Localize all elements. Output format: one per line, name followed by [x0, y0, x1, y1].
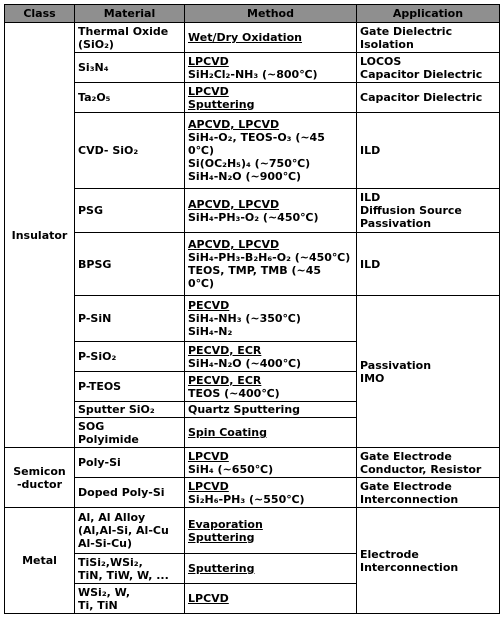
table-sheet: [4, 4, 500, 614]
application-cell: [357, 23, 500, 53]
method-detail: TEOS, TMP, TMB (~45: [188, 264, 322, 277]
class-cell-insulator: [5, 23, 75, 448]
header-method: Method: [185, 5, 357, 23]
cell-text-line: Ta₂O₅: [78, 91, 111, 104]
method-name: Sputtering: [188, 530, 255, 544]
method-cell: [185, 554, 357, 584]
cell-text-line: BPSG: [78, 257, 112, 271]
header-row: [5, 5, 500, 23]
class-label-insulator: Insulator: [11, 228, 68, 242]
method-cell: [185, 448, 357, 478]
method-detail: SiH₄-NH₃ (~350℃): [188, 312, 301, 325]
cell-text-line: Thermal Oxide: [78, 24, 169, 38]
cell-text-line: Passivation: [360, 217, 432, 230]
table-row: [5, 83, 500, 113]
application-cell: [357, 189, 500, 233]
application-cell: [357, 448, 500, 478]
cell-text-line: Electrode: [360, 547, 419, 561]
deposition-table: [4, 4, 500, 614]
table-row: [5, 478, 500, 508]
application-cell: [357, 478, 500, 508]
material-cell: [75, 478, 185, 508]
method-detail: SiH₂Cl₂-NH₃ (~800℃): [188, 67, 318, 81]
cell-text-line: CVD- SiO₂: [78, 144, 139, 157]
method-name: Wet/Dry Oxidation: [188, 31, 302, 44]
method-cell: [185, 233, 357, 296]
method-cell: [185, 83, 357, 113]
application-cell: [357, 113, 500, 189]
cell-text-line: Polyimide: [78, 432, 139, 446]
cell-text-line: TiSi₂,WSi₂,: [78, 555, 143, 569]
method-cell: [185, 478, 357, 508]
method-cell: [185, 23, 357, 53]
table-row: [5, 233, 500, 296]
cell-text-line: Gate Electrode: [360, 479, 452, 493]
header-class: Class: [5, 5, 75, 23]
header-material: Material: [75, 5, 185, 23]
method-name: LPCVD: [188, 54, 229, 68]
material-cell: [75, 508, 185, 554]
cell-text-line: Al, Al Alloy: [78, 511, 146, 524]
method-detail: SiH₄-PH₃-B₂H₆-O₂ (~450℃): [188, 251, 351, 264]
material-cell: [75, 402, 185, 418]
method-name: PECVD: [188, 299, 230, 312]
header-application: Application: [357, 5, 500, 23]
cell-text-line: Semicon: [13, 464, 66, 478]
method-cell: [185, 189, 357, 233]
method-detail: 0℃): [188, 277, 215, 290]
material-cell: [75, 584, 185, 614]
cell-text-line: Gate Electrode: [360, 449, 452, 463]
cell-text-line: IMO: [360, 371, 385, 385]
cell-text-line: ILD: [360, 257, 381, 271]
method-name: Sputtering: [188, 97, 255, 111]
method-cell: [185, 584, 357, 614]
material-cell: [75, 233, 185, 296]
cell-text-line: Ti, TiN: [78, 598, 118, 612]
method-cell: [185, 372, 357, 402]
material-cell: [75, 448, 185, 478]
method-cell: [185, 508, 357, 554]
cell-text-line: Interconnection: [360, 560, 459, 574]
material-cell: [75, 83, 185, 113]
class-cell-metal: [5, 508, 75, 614]
cell-text-line: P-SiN: [78, 312, 112, 325]
method-name: APCVD, LPCVD: [188, 197, 280, 211]
cell-text-line: (SiO₂): [78, 37, 114, 51]
cell-text-line: WSi₂, W,: [78, 585, 131, 599]
method-cell: [185, 418, 357, 448]
cell-text-line: Conductor, Resistor: [360, 462, 482, 476]
cell-text-line: Si₃N₄: [78, 61, 109, 74]
method-name: PECVD, ECR: [188, 373, 262, 387]
cell-text-line: Passivation: [360, 358, 432, 372]
method-name: LPCVD: [188, 592, 229, 605]
method-cell: [185, 113, 357, 189]
material-cell: [75, 296, 185, 342]
cell-text-line: Capacitor Dielectric: [360, 67, 483, 81]
method-detail: SiH₄-N₂O (~900℃): [188, 170, 302, 183]
method-cell: [185, 296, 357, 342]
class-cell-semiconductor: [5, 448, 75, 508]
cell-text-line: -ductor: [16, 477, 63, 491]
method-name: LPCVD: [188, 449, 229, 463]
material-cell: [75, 189, 185, 233]
method-detail: Si(OC₂H₅)₄ (~750℃): [188, 157, 311, 170]
method-cell: [185, 402, 357, 418]
material-cell: [75, 113, 185, 189]
application-cell: [357, 233, 500, 296]
application-cell: [357, 296, 500, 448]
cell-text-line: ILD: [360, 191, 381, 204]
method-detail: Quartz Sputtering: [188, 403, 301, 416]
method-detail: SiH₄-N₂O (~400℃): [188, 356, 302, 370]
cell-text-line: Diffusion Source: [360, 204, 462, 217]
cell-text-line: Interconnection: [360, 492, 459, 506]
table-row: [5, 113, 500, 189]
material-cell: [75, 418, 185, 448]
material-cell: [75, 342, 185, 372]
cell-text-line: Doped Poly-Si: [78, 486, 165, 499]
table-row: [5, 23, 500, 53]
method-detail: SiH₄ (~650℃): [188, 462, 274, 476]
method-name: Spin Coating: [188, 426, 268, 439]
cell-text-line: ILD: [360, 144, 381, 157]
table-row: [5, 448, 500, 478]
method-detail: SiH₄-O₂, TEOS-O₃ (~45: [188, 131, 325, 144]
method-name: Evaporation: [188, 517, 263, 531]
method-name: LPCVD: [188, 479, 229, 493]
application-cell: [357, 508, 500, 614]
method-detail: SiH₄-N₂: [188, 325, 233, 338]
method-detail: SiH₄-PH₃-O₂ (~450℃): [188, 210, 319, 224]
class-label-metal: Metal: [22, 554, 57, 567]
table-row: [5, 508, 500, 554]
cell-text-line: (Al,Al-Si, Al-Cu: [78, 524, 169, 537]
method-name: Sputtering: [188, 562, 255, 575]
method-detail: 0℃): [188, 144, 215, 157]
cell-text-line: Sputter SiO₂: [78, 403, 155, 416]
method-cell: [185, 342, 357, 372]
table-row: [5, 189, 500, 233]
table-row: [5, 296, 500, 342]
material-cell: [75, 23, 185, 53]
method-name: APCVD, LPCVD: [188, 238, 280, 251]
method-name: APCVD, LPCVD: [188, 118, 280, 131]
table-row: [5, 53, 500, 83]
cell-text-line: P-TEOS: [78, 380, 122, 393]
application-cell: [357, 83, 500, 113]
cell-text-line: Poly-Si: [78, 456, 121, 469]
cell-text-line: LOCOS: [360, 54, 402, 68]
method-detail: Si₂H₆-PH₃ (~550℃): [188, 492, 305, 506]
cell-text-line: TiN, TiW, W, ...: [78, 568, 169, 582]
method-cell: [185, 53, 357, 83]
application-cell: [357, 53, 500, 83]
cell-text-line: Capacitor Dielectric: [360, 91, 483, 104]
cell-text-line: Al-Si-Cu): [78, 537, 133, 550]
cell-text-line: Gate Dielectric: [360, 24, 453, 38]
cell-text-line: P-SiO₂: [78, 350, 117, 363]
material-cell: [75, 372, 185, 402]
method-name: LPCVD: [188, 84, 229, 98]
method-detail: TEOS (~400℃): [188, 386, 280, 400]
cell-text-line: Isolation: [360, 37, 414, 51]
method-name: PECVD, ECR: [188, 343, 262, 357]
material-cell: [75, 53, 185, 83]
material-cell: [75, 554, 185, 584]
cell-text-line: SOG: [78, 419, 105, 433]
cell-text-line: PSG: [78, 204, 104, 217]
